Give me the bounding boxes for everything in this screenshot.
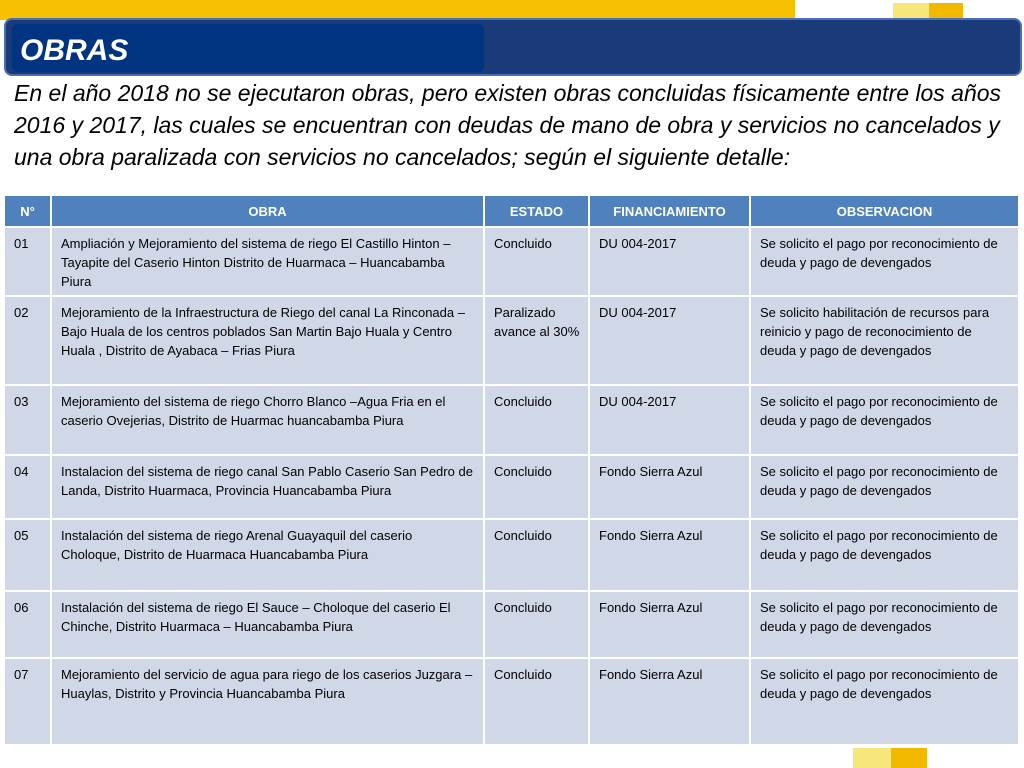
cell-numero: 05 — [4, 519, 51, 591]
cell-obra: Ampliación y Mejoramiento del sistema de riego El Castillo Hinton – Tayapite del Caserio Hinton Distrito de Huarmaca – Huancabamba Piura — [51, 227, 484, 296]
header-obra: OBRA — [51, 195, 484, 227]
cell-estado: Concluido — [484, 385, 589, 455]
cell-financiamiento: Fondo Sierra Azul — [589, 658, 750, 745]
table-row — [4, 385, 1019, 455]
cell-financiamiento: Fondo Sierra Azul — [589, 591, 750, 658]
table-row — [4, 519, 1019, 591]
cell-observacion: Se solicito el pago por reconocimiento de deuda y pago de devengados — [750, 591, 1019, 658]
cell-numero: 07 — [4, 658, 51, 745]
cell-estado: Concluido — [484, 227, 589, 296]
cell-observacion: Se solicito el pago por reconocimiento de deuda y pago de devengados — [750, 658, 1019, 745]
table-row — [4, 591, 1019, 658]
cell-numero: 04 — [4, 455, 51, 519]
cell-estado: Concluido — [484, 658, 589, 745]
cell-obra: Mejoramiento de la Infraestructura de Riego del canal La Rinconada – Bajo Huala de los centros poblados San Martin Bajo Huala y Centro Huala , Distrito de Ayabaca – Frias Piura — [51, 296, 484, 385]
table-row — [4, 455, 1019, 519]
table-row — [4, 658, 1019, 745]
slide-title: OBRAS — [20, 34, 129, 67]
decor-square — [891, 748, 927, 768]
cell-observacion: Se solicito habilitación de recursos para reinicio y pago de reconocimiento de deuda y pago de devengados — [750, 296, 1019, 385]
cell-obra: Instalacion del sistema de riego canal San Pablo Caserio San Pedro de Landa, Distrito Huarmaca, Provincia Huancabamba Piura — [51, 455, 484, 519]
cell-numero: 02 — [4, 296, 51, 385]
cell-financiamiento: DU 004-2017 — [589, 227, 750, 296]
cell-observacion: Se solicito el pago por reconocimiento de deuda y pago de devengados — [750, 519, 1019, 591]
table-header-row — [4, 195, 1019, 227]
decor-square — [853, 748, 891, 768]
header-financiamiento: FINANCIAMIENTO — [589, 195, 750, 227]
cell-observacion: Se solicito el pago por reconocimiento de deuda y pago de devengados — [750, 385, 1019, 455]
cell-obra: Mejoramiento del sistema de riego Chorro Blanco –Agua Fria en el caserio Ovejerias, Distrito de Huarmac huancabamba Piura — [51, 385, 484, 455]
cell-estado: Concluido — [484, 591, 589, 658]
cell-numero: 06 — [4, 591, 51, 658]
cell-observacion: Se solicito el pago por reconocimiento de deuda y pago de devengados — [750, 227, 1019, 296]
cell-estado: Concluido — [484, 519, 589, 591]
cell-financiamiento: DU 004-2017 — [589, 296, 750, 385]
cell-obra: Mejoramiento del servicio de agua para riego de los caserios Juzgara – Huaylas, Distrito y Provincia Huancabamba Piura — [51, 658, 484, 745]
intro-paragraph: En el año 2018 no se ejecutaron obras, pero existen obras concluidas físicamente entre los años 2016 y 2017, las cuales se encuentran con deudas de mano de obra y servicios no cancelados y una obra paralizada con servicios no cancelados; según el siguiente detalle: — [14, 80, 1002, 170]
header-estado: ESTADO — [484, 195, 589, 227]
cell-observacion: Se solicito el pago por reconocimiento de deuda y pago de devengados — [750, 455, 1019, 519]
title-bar — [4, 18, 1022, 76]
cell-obra: Instalación del sistema de riego El Sauce – Choloque del caserio El Chinche, Distrito Huarmaca – Huancabamba Piura — [51, 591, 484, 658]
cell-financiamiento: Fondo Sierra Azul — [589, 455, 750, 519]
header-observacion: OBSERVACION — [750, 195, 1019, 227]
table-row — [4, 296, 1019, 385]
top-accent-band — [0, 0, 795, 20]
table-row — [4, 227, 1019, 296]
cell-estado: Concluido — [484, 455, 589, 519]
cell-numero: 01 — [4, 227, 51, 296]
cell-obra: Instalación del sistema de riego Arenal Guayaquil del caserio Choloque, Distrito de Huarmaca Huancabamba Piura — [51, 519, 484, 591]
cell-estado: Paralizado avance al 30% — [484, 296, 589, 385]
cell-numero: 03 — [4, 385, 51, 455]
cell-financiamiento: Fondo Sierra Azul — [589, 519, 750, 591]
obras-table — [3, 194, 1020, 746]
cell-financiamiento: DU 004-2017 — [589, 385, 750, 455]
header-numero: N° — [4, 195, 51, 227]
